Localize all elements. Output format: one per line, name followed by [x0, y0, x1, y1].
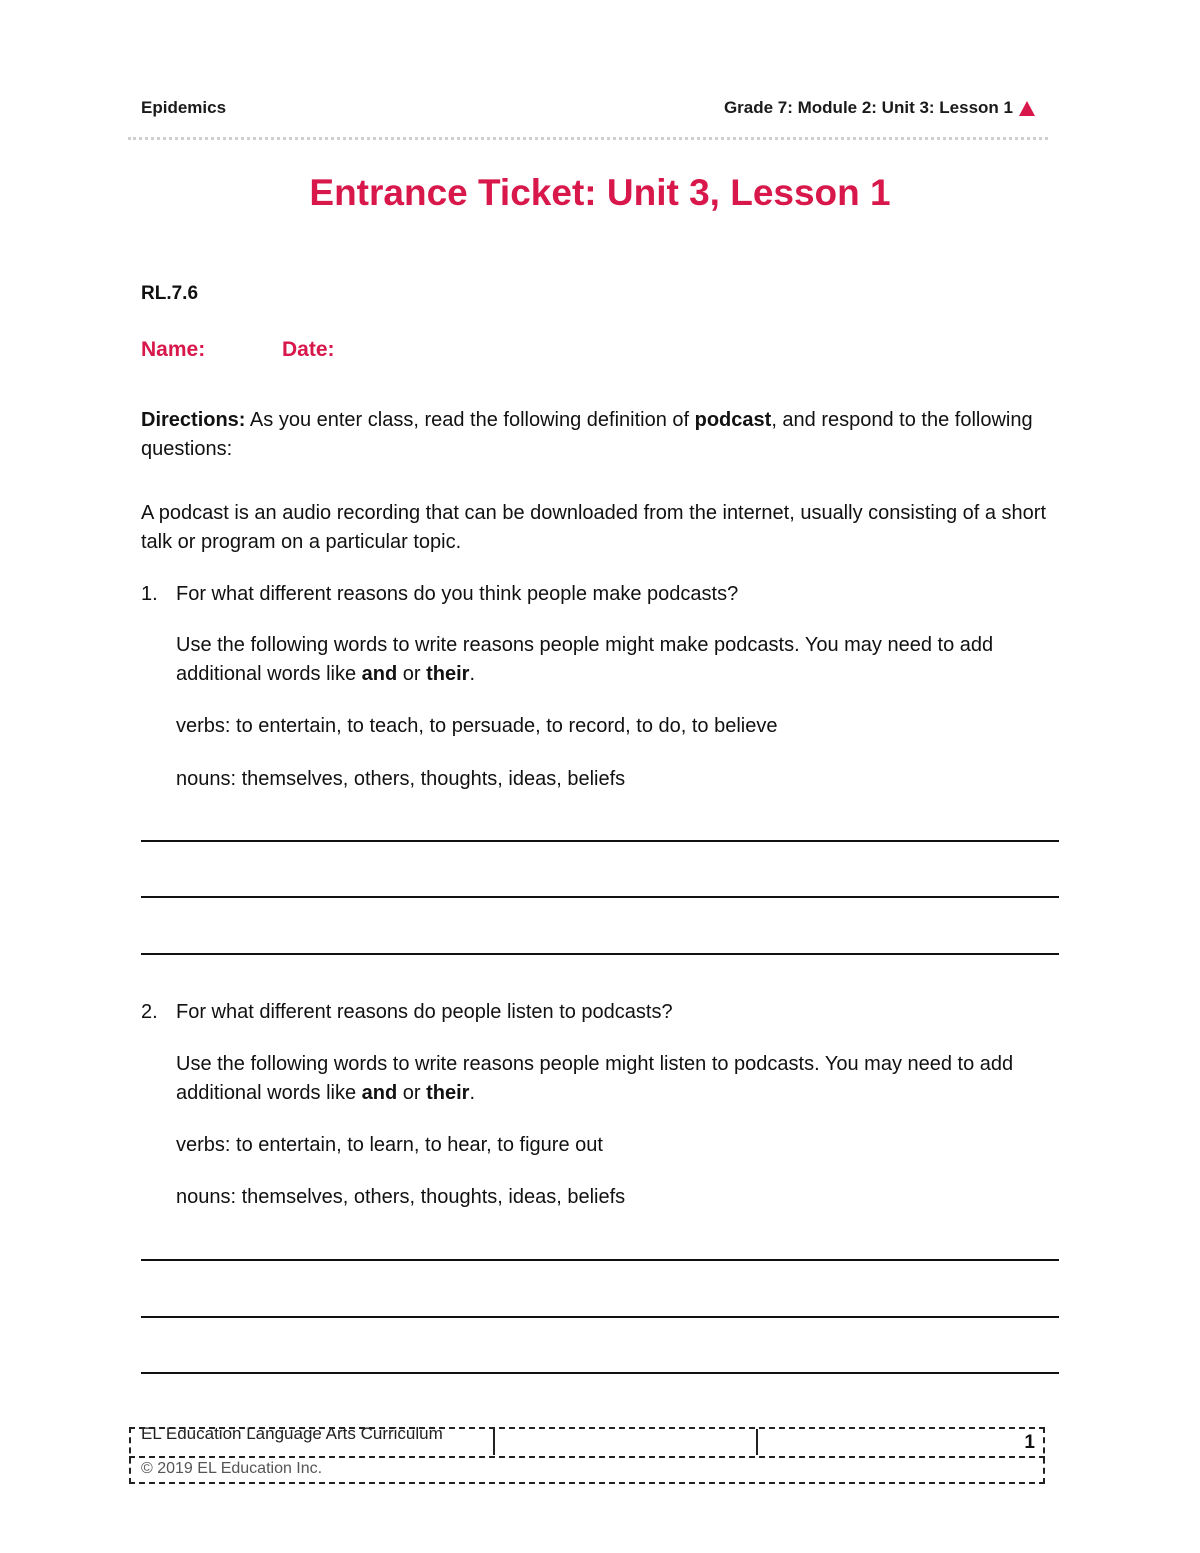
- page-title: Entrance Ticket: Unit 3, Lesson 1: [309, 172, 891, 213]
- answer-line[interactable]: [141, 1316, 1059, 1318]
- question-2-verbs: verbs: to entertain, to learn, to hear, to figure out: [176, 1134, 603, 1156]
- question-1-instruction: [176, 631, 1066, 689]
- podcast-definition: A podcast is an audio recording that can be downloaded from the internet, usually consisting of a short talk or program on a particular topic.: [141, 502, 1046, 553]
- word-and: and: [361, 663, 398, 685]
- header-lesson-label: Grade 7: Module 2: Unit 3: Lesson 1: [723, 98, 1013, 117]
- question-text: For what different reasons do people listen to podcasts?: [176, 1001, 673, 1023]
- directions-text-1: As you enter class, read the following definition of: [245, 409, 695, 431]
- question-1-verbs: verbs: to entertain, to teach, to persuade, to record, to do, to believe: [176, 715, 778, 737]
- answer-line[interactable]: [141, 840, 1059, 842]
- word-or: or: [397, 663, 427, 685]
- directions-text-2: , and respond to the following questions:: [141, 409, 1033, 460]
- word-and: and: [361, 1082, 398, 1104]
- directions-label: Directions:: [141, 409, 246, 431]
- question-1: [141, 580, 1061, 609]
- header-lesson-path: [724, 98, 1035, 118]
- standard-code: RL.7.6: [141, 283, 199, 304]
- footer-tick: [756, 1429, 758, 1455]
- question-2-instruction: [176, 1050, 1066, 1108]
- instruction-text: Use the following words to write reasons people might make podcasts. You may need to add additional words like: [176, 634, 994, 685]
- date-label: Date:: [282, 338, 335, 361]
- header-divider: [128, 137, 1048, 140]
- footer-divider: [129, 1456, 1045, 1458]
- triangle-icon: [1019, 101, 1035, 116]
- word-their: their: [426, 1082, 470, 1104]
- answer-line[interactable]: [141, 1372, 1059, 1374]
- question-2-nouns: nouns: themselves, others, thoughts, ideas, beliefs: [176, 1186, 626, 1208]
- footer-curriculum: EL Education Language Arts Curriculum: [141, 1424, 443, 1443]
- instruction-period: .: [469, 663, 476, 685]
- question-number: 1.: [141, 583, 158, 605]
- question-number: 2.: [141, 1001, 158, 1023]
- page-number: 1: [1024, 1432, 1035, 1453]
- footer-tick: [493, 1429, 495, 1455]
- instruction-period: .: [469, 1082, 476, 1104]
- word-or: or: [397, 1082, 427, 1104]
- question-text: For what different reasons do you think people make podcasts?: [176, 583, 739, 605]
- instruction-text: Use the following words to write reasons people might listen to podcasts. You may need to add additional words like: [176, 1053, 1014, 1104]
- answer-line[interactable]: [141, 953, 1059, 955]
- header-module-name: Epidemics: [141, 98, 227, 117]
- word-their: their: [426, 663, 470, 685]
- directions: [141, 406, 1061, 464]
- answer-line[interactable]: [141, 896, 1059, 898]
- directions-term: podcast: [694, 409, 772, 431]
- question-1-nouns: nouns: themselves, others, thoughts, ideas, beliefs: [176, 768, 626, 790]
- footer-copyright: © 2019 EL Education Inc.: [141, 1460, 323, 1477]
- answer-line[interactable]: [141, 1259, 1059, 1261]
- name-label: Name:: [141, 338, 206, 361]
- question-2: [141, 998, 1061, 1027]
